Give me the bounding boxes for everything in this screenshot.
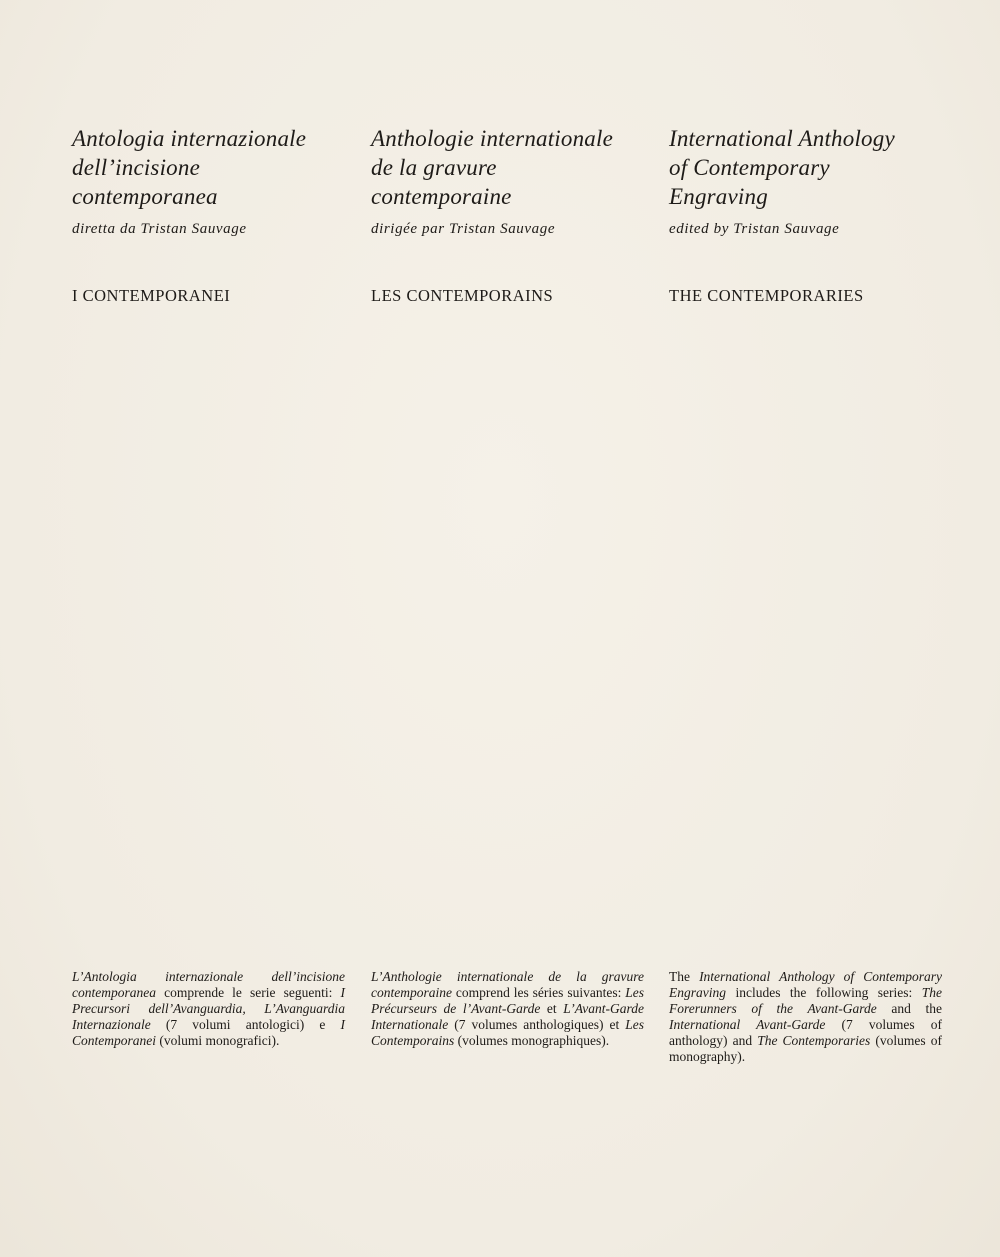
- note-text-run: (7 volumes anthologiques) et: [448, 1017, 626, 1032]
- note-text-run: comprende le serie seguenti:: [155, 985, 341, 1000]
- editor-line-french: dirigée par Tristan Sauvage: [371, 221, 556, 237]
- series-note-french: [371, 969, 644, 1049]
- note-text-run: comprend les séries suivantes:: [451, 985, 626, 1000]
- note-italic-run: L’Antologia internazionale dell’incisione contemporanea: [72, 969, 345, 1000]
- title-block-french: [371, 124, 646, 211]
- note-text-run: (volumes of monography).: [669, 1033, 942, 1064]
- title-block-italian: [72, 124, 347, 211]
- anthology-title-english: International Anthology of Contemporary Engraving: [669, 126, 895, 209]
- note-italic-run: I Precursori dell’Avanguardia, L’Avanguardia Internazionale: [72, 985, 345, 1032]
- editor-line-italian: diretta da Tristan Sauvage: [72, 221, 247, 237]
- note-italic-run: Les Précurseurs de l’Avant-Garde: [371, 985, 644, 1016]
- note-text-run: (volumi monografici).: [156, 1033, 280, 1048]
- note-italic-run: International Anthology of Contemporary Engraving: [669, 969, 942, 1000]
- series-note-english: [669, 969, 942, 1065]
- note-italic-run: L’Anthologie internationale de la gravure contemporaine: [371, 969, 644, 1000]
- title-block-english: [669, 124, 944, 211]
- note-text-run: (7 volumi antologici) e: [150, 1017, 341, 1032]
- series-note-italian: [72, 969, 345, 1049]
- note-italic-run: Les Contemporains: [371, 1017, 644, 1048]
- note-text-run: and the: [876, 1001, 942, 1016]
- series-name-italian: I CONTEMPORANEI: [72, 286, 231, 305]
- note-italic-run: I Contemporanei: [72, 1017, 345, 1048]
- note-italic-run: The Contemporaries: [757, 1033, 871, 1048]
- series-name-english: THE CONTEMPORARIES: [669, 286, 864, 305]
- anthology-title-french: Anthologie internationale de la gravure contemporaine: [371, 126, 613, 209]
- editor-line-english: edited by Tristan Sauvage: [669, 221, 840, 237]
- series-name-french: LES CONTEMPORAINS: [371, 286, 554, 305]
- note-text-run: includes the following series:: [726, 985, 922, 1000]
- anthology-title-italian: Antologia internazionale dell’incisione contemporanea: [72, 126, 307, 209]
- note-text-run: (volumes monographiques).: [454, 1033, 610, 1048]
- note-text-run: The: [669, 969, 700, 984]
- note-italic-run: The Forerunners of the Avant-Garde: [669, 985, 942, 1016]
- note-text-run: (7 volumes of anthology) and: [669, 1017, 942, 1048]
- note-italic-run: International Avant-Garde: [669, 1017, 826, 1032]
- note-italic-run: L’Avant-Garde Internationale: [371, 1001, 644, 1032]
- note-text-run: et: [540, 1001, 564, 1016]
